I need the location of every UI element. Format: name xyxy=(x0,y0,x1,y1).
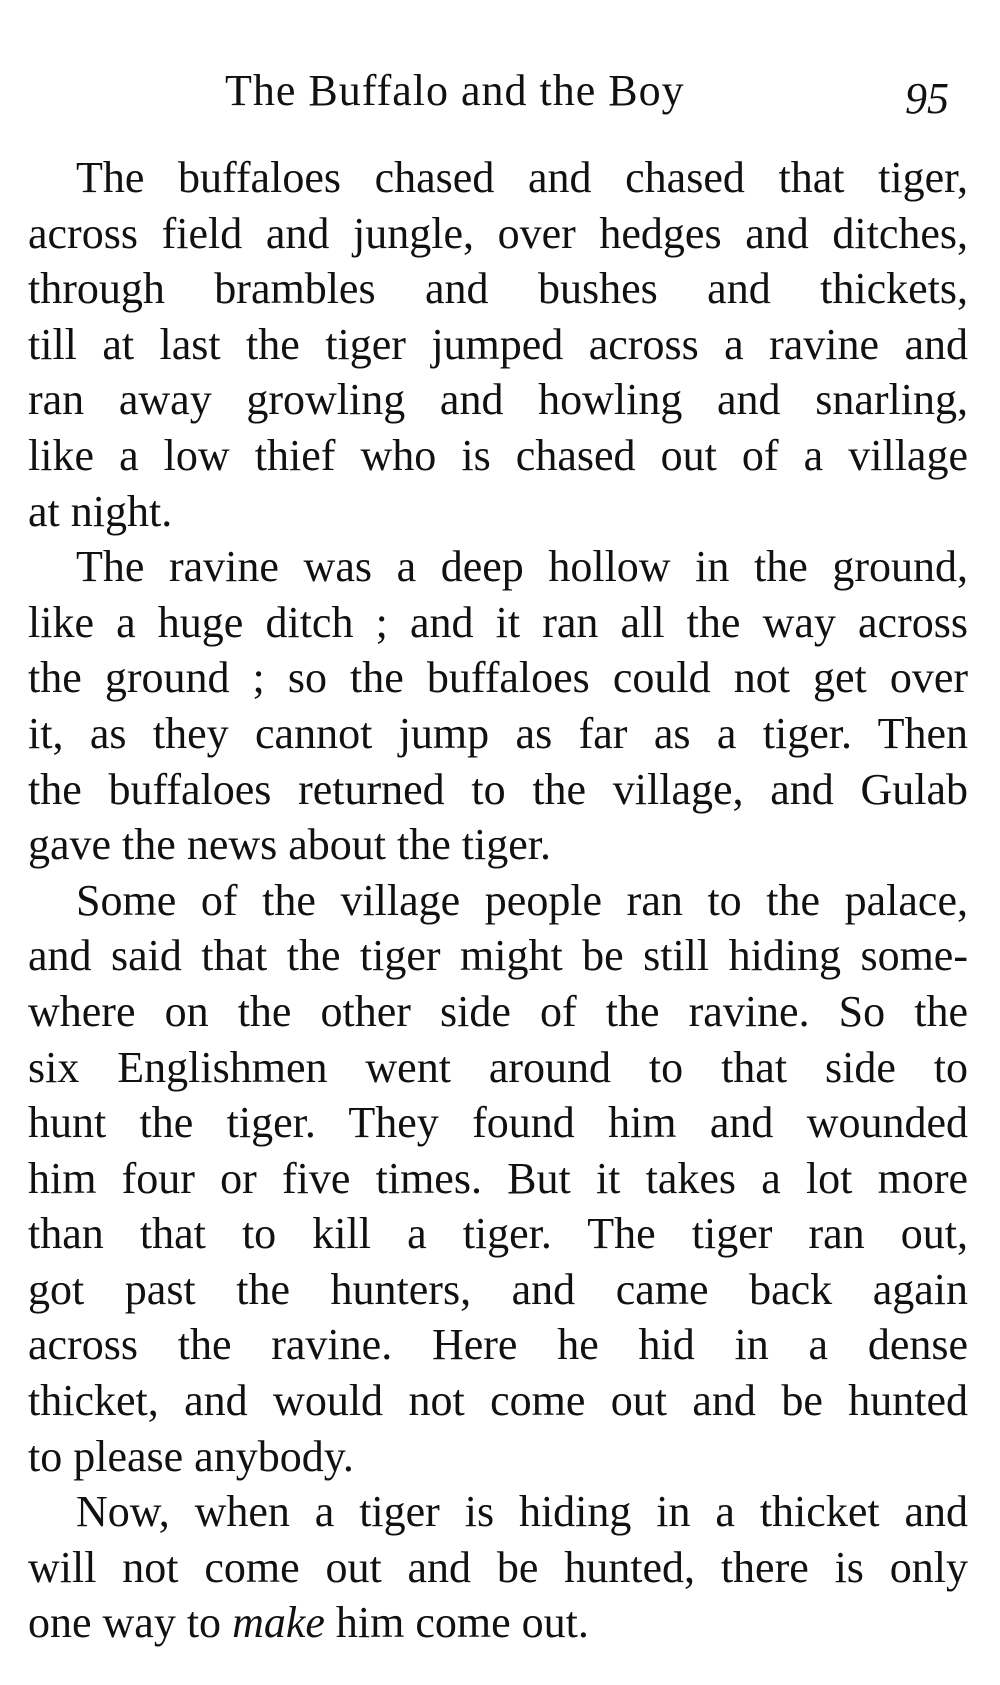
text-line: to please anybody. xyxy=(28,1431,354,1481)
text-line: where on the other side of the ravine. So the xyxy=(28,986,968,1036)
text-line: through brambles and bushes and thickets, xyxy=(28,264,968,314)
text-run: him come out. xyxy=(324,1598,589,1648)
text-line: thicket, and would not come out and be hunted xyxy=(28,1376,968,1426)
text-line: ran away growling and howling and snarling, xyxy=(28,375,968,425)
text-line: The buffaloes chased and chased that tiger, xyxy=(76,153,968,202)
page-number: 95 xyxy=(905,74,949,123)
emphasized-word: make xyxy=(232,1598,325,1648)
paragraph xyxy=(28,873,968,1485)
text-line: like a huge ditch ; and it ran all the way across xyxy=(28,597,968,647)
text-line: him four or five times. But it takes a lot more xyxy=(28,1153,968,1203)
text-line: hunt the tiger. They found him and wounded xyxy=(28,1098,968,1148)
text-line: across field and jungle, over hedges and ditches, xyxy=(28,208,968,258)
text-line: the buffaloes returned to the village, and Gulab xyxy=(28,764,968,814)
paragraph xyxy=(28,539,968,873)
text-line: the ground ; so the buffaloes could not get over xyxy=(28,653,968,703)
text-line: at night. xyxy=(28,486,173,536)
body-text xyxy=(28,150,968,1651)
paragraph xyxy=(28,1484,968,1651)
text-line: Some of the village people ran to the palace, xyxy=(76,875,968,925)
text-line: The ravine was a deep hollow in the ground, xyxy=(76,542,968,592)
text-line: gave the news about the tiger. xyxy=(28,820,551,870)
text-line: till at last the tiger jumped across a ravine and xyxy=(28,319,968,369)
paragraph xyxy=(28,150,968,539)
text-line: like a low thief who is chased out of a village xyxy=(28,430,968,480)
text-line: got past the hunters, and came back again xyxy=(28,1264,968,1314)
text-line: Now, when a tiger is hiding in a thicket and xyxy=(76,1487,968,1537)
text-run: one way to xyxy=(28,1598,233,1648)
text-line: and said that the tiger might be still hiding some- xyxy=(28,931,968,981)
text-line: across the ravine. Here he hid in a dense xyxy=(28,1320,968,1370)
text-line-final xyxy=(28,1595,968,1651)
running-head: The Buffalo and the Boy xyxy=(225,66,685,115)
text-line: it, as they cannot jump as far as a tiger. Then xyxy=(28,708,968,758)
text-line: than that to kill a tiger. The tiger ran out, xyxy=(28,1209,968,1259)
text-line: six Englishmen went around to that side to xyxy=(28,1042,968,1092)
text-line: will not come out and be hunted, there is only xyxy=(28,1542,968,1592)
